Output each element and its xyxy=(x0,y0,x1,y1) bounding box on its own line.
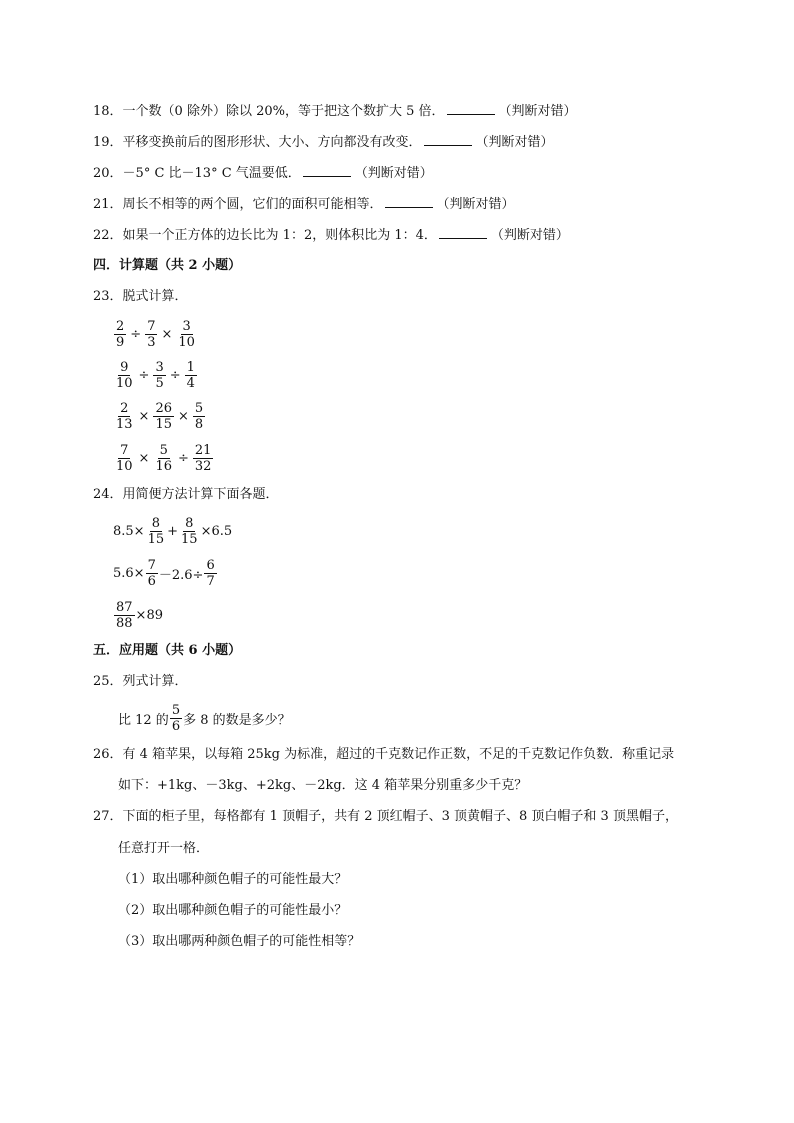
question-21-text: 21．周长不相等的两个圆，它们的面积可能相等． xyxy=(93,197,383,212)
question-27-line2: 任意打开一格． xyxy=(118,841,210,856)
fraction: $\frac{21}{32}$ xyxy=(194,442,212,474)
section-heading-5: 五．应用题（共 6 小题） xyxy=(93,643,242,658)
fraction: $\frac{2}{9}$ xyxy=(116,318,125,350)
question-24-title: 24．用简便方法计算下面各题． xyxy=(93,487,279,502)
fraction: $\frac{3}{5}$ xyxy=(155,359,164,391)
fraction: $\frac{5}{16}$ xyxy=(155,442,172,474)
calc-row: 5.6× $\frac{7}{6}$ －2.6÷ $\frac{6}{7}$ xyxy=(113,557,215,589)
calc-row: 8.5× $\frac{8}{15}$ + $\frac{8}{15}$ ×6.5 xyxy=(113,515,233,547)
question-27-line1: 27．下面的柜子里，每格都有 1 顶帽子，共有 2 顶红帽子、3 顶黄帽子、8 顶白帽子和 3 顶黑帽子， xyxy=(93,809,678,824)
fraction: $\frac{8}{15}$ xyxy=(181,515,198,547)
question-20 xyxy=(93,164,433,183)
answer-blank[interactable] xyxy=(424,133,472,146)
question-20-text: 20．－5° C 比－13° C 气温要低． xyxy=(93,166,301,181)
calc-row xyxy=(113,357,198,393)
question-22 xyxy=(93,226,569,245)
fraction: $\frac{7}{10}$ xyxy=(116,442,133,474)
question-26-line2: 如下：+1kg、－3kg、+2kg、－2kg．这 4 箱苹果分别重多少千克？ xyxy=(118,778,528,793)
calc-row: $\frac{87}{88}$ ×89 xyxy=(116,599,163,631)
fraction: $\frac{5}{8}$ xyxy=(194,400,204,432)
fraction: $\frac{8}{15}$ xyxy=(147,515,165,547)
fraction: $\frac{2}{13}$ xyxy=(116,400,133,432)
question-19-text: 19．平移变换前后的图形形状、大小、方向都没有改变． xyxy=(93,135,422,150)
question-27-sub2: （2）取出哪种颜色帽子的可能性最小？ xyxy=(118,903,348,918)
question-23-title: 23．脱式计算． xyxy=(93,289,188,304)
operator: × xyxy=(138,450,150,466)
operator: + xyxy=(167,523,179,539)
fraction: $\frac{26}{15}$ xyxy=(155,400,172,432)
judge-hint: （判断对错） xyxy=(490,228,569,243)
question-18-text: 18．一个数（0 除外）除以 20%，等于把这个数扩大 5 倍． xyxy=(93,104,445,119)
fraction: $\frac{7}{6}$ xyxy=(147,557,156,589)
calc-row xyxy=(113,440,214,476)
operator: ÷ xyxy=(169,367,181,383)
fraction: $\frac{6}{7}$ xyxy=(206,557,215,589)
operator: × xyxy=(161,326,173,342)
question-27-sub3: （3）取出哪两种颜色帽子的可能性相等？ xyxy=(118,934,361,949)
judge-hint: （判断对错） xyxy=(354,166,433,181)
answer-blank[interactable] xyxy=(303,164,351,177)
operator: × xyxy=(178,408,189,424)
fraction: $\frac{1}{4}$ xyxy=(186,359,195,391)
calc-row xyxy=(113,316,198,352)
fraction: $\frac{87}{88}$ xyxy=(116,599,133,631)
operator: ÷ xyxy=(178,450,189,466)
question-19 xyxy=(93,133,554,152)
fraction: $\frac{5}{6}$ xyxy=(171,702,181,734)
question-27-sub1: （1）取出哪种颜色帽子的可能性最大？ xyxy=(118,872,348,887)
operator: × xyxy=(138,408,150,424)
question-21 xyxy=(93,195,515,214)
judge-hint: （判断对错） xyxy=(498,104,577,119)
question-25-body: 比 12 的 $\frac{5}{6}$ 多 8 的数是多少？ xyxy=(118,702,291,734)
question-25-title: 25．列式计算． xyxy=(93,674,188,689)
judge-hint: （判断对错） xyxy=(436,197,515,212)
question-22-text: 22．如果一个正方体的边长比为 1：2，则体积比为 1：4． xyxy=(93,228,437,243)
fraction: $\frac{7}{3}$ xyxy=(147,318,156,350)
answer-blank[interactable] xyxy=(447,102,495,115)
question-18 xyxy=(93,102,577,121)
answer-blank[interactable] xyxy=(385,195,433,208)
judge-hint: （判断对错） xyxy=(475,135,554,150)
answer-blank[interactable] xyxy=(439,226,487,239)
fraction: $\frac{9}{10}$ xyxy=(116,359,133,391)
fraction: $\frac{3}{10}$ xyxy=(178,318,195,350)
operator: ÷ xyxy=(138,367,150,383)
section-heading-4: 四．计算题（共 2 小题） xyxy=(93,258,242,273)
operator: ÷ xyxy=(130,326,142,342)
calc-row xyxy=(113,398,206,434)
question-26-line1: 26．有 4 箱苹果，以每箱 25kg 为标准，超过的千克数记作正数，不足的千克数记作负数．称重记录 xyxy=(93,747,675,762)
